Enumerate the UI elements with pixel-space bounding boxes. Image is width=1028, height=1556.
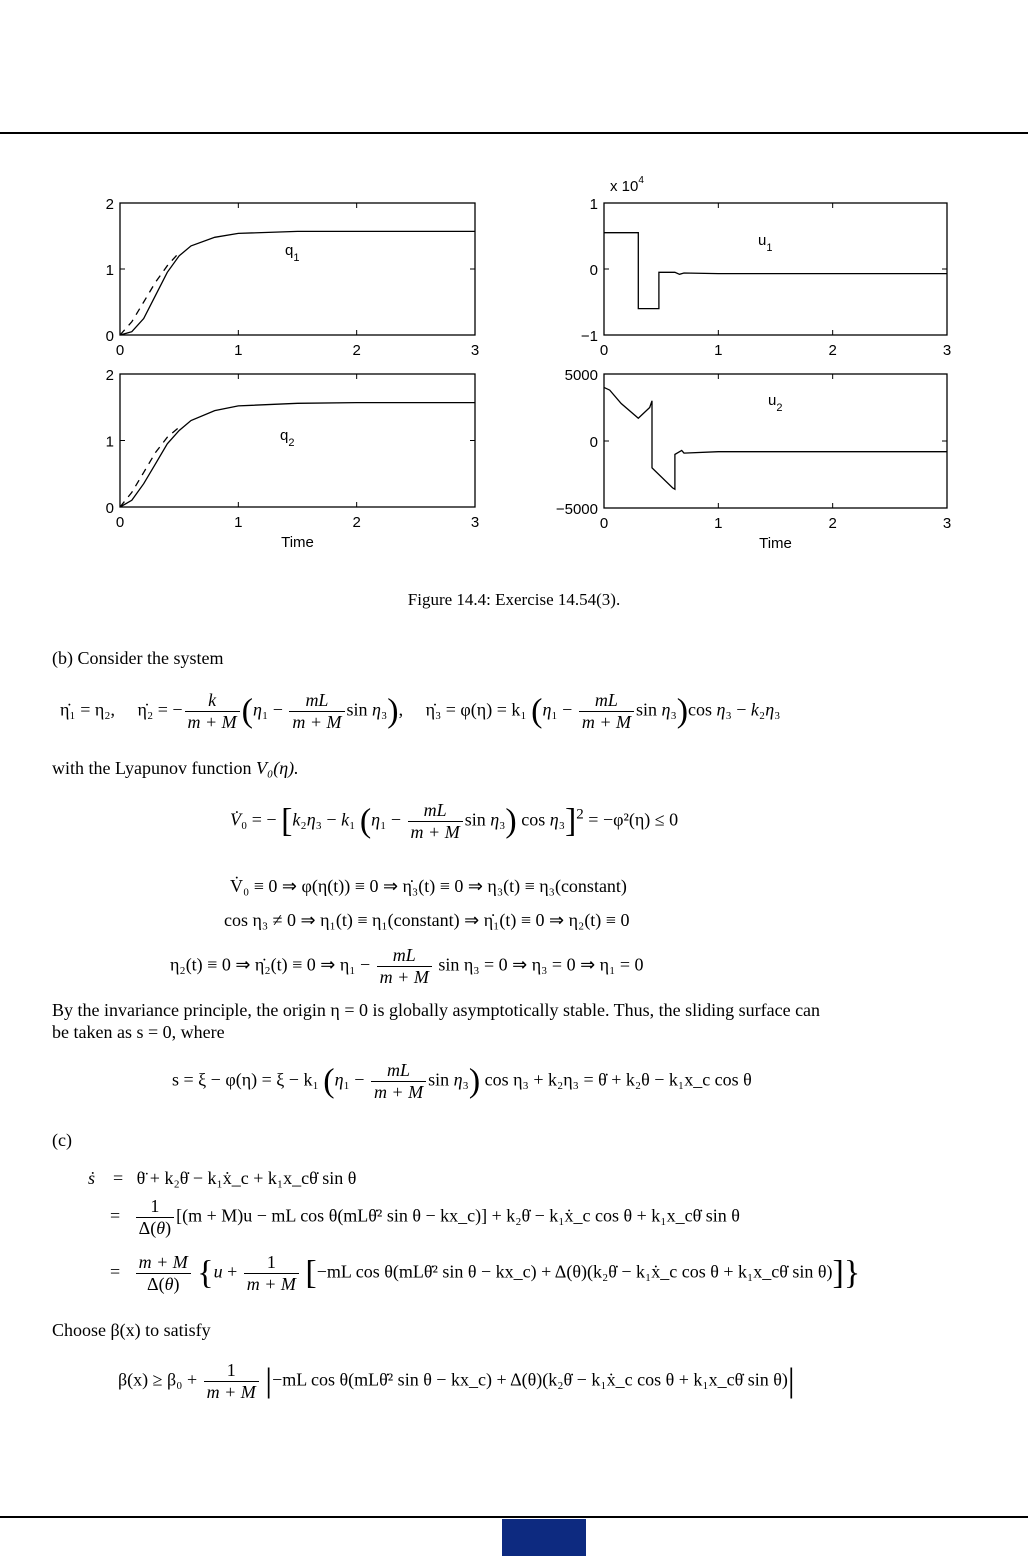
system-eq-3: η̇₃ = φ(η) = k₁	[425, 699, 527, 720]
axis-scale-label: x $10^4$	[610, 175, 644, 195]
plot-u2-svg	[540, 355, 980, 565]
frac-ml-4: $\frac{mL}{m + M}$	[377, 945, 432, 988]
sdot-line-3: = $\frac{m + M}{\Delta(\theta)}$ {u + $\frac{1}{m + M}$ [−mL cos θ(mLθ̇² sin θ − kx_c) + Δ(θ)(k₂θ̇ − k₁ẋ_c cos θ + k₁x_cθ̇ sin θ)]}	[110, 1252, 861, 1294]
series-label-sub: 1	[293, 252, 300, 264]
x-tick-label: 2	[352, 342, 361, 359]
page-number-block	[502, 1519, 586, 1556]
x-tick-label: 2	[828, 342, 837, 359]
system-eq-2: η̇₂ = −	[137, 699, 183, 720]
x-tick-label: 0	[115, 342, 125, 359]
lyapunov-fn: V₀(η).	[255, 758, 299, 778]
plot-q1	[80, 170, 500, 370]
y-tick-label: −1	[580, 328, 598, 345]
bottom-rule	[0, 1516, 1028, 1518]
series-solid	[604, 233, 947, 309]
y-tick-label: 0	[105, 500, 114, 517]
x-tick-label: 3	[942, 515, 952, 532]
vdot-rhs: = −φ²(η) ≤ 0	[588, 809, 679, 830]
sdot-line-1: ṡ = θ̈ + k₂θ̇ − k₁ẋ_c + k₁x_cθ̇ sin θ	[88, 1168, 357, 1188]
y-tick-label: 5000	[564, 367, 598, 384]
y-tick-label: −5000	[555, 501, 598, 518]
x-tick-label: 3	[470, 514, 480, 531]
plot-u2	[540, 355, 980, 565]
x-tick-label: 0	[599, 515, 609, 532]
series-solid	[120, 403, 475, 507]
implication-3b: sin η₃ = 0 ⇒ η₃ = 0 ⇒ η₁ = 0	[438, 954, 644, 975]
x-tick-label: 2	[352, 514, 361, 531]
series-label-sub: 2	[288, 437, 295, 449]
top-rule	[0, 132, 1028, 134]
s-def-a: s = ξ − φ(η) = ξ − k₁	[172, 1069, 319, 1090]
y-tick-label: 0	[589, 434, 598, 451]
x-tick-label: 0	[115, 514, 125, 531]
series-label-sub: 2	[776, 402, 783, 414]
series-dashed	[120, 427, 179, 507]
panel-u1	[581, 175, 951, 359]
x-tick-label: 0	[599, 342, 609, 359]
beta-b: −mL cos θ(mLθ̇² sin θ − kx_c) + Δ(θ)(k₂θ̇ − k₁ẋ_c cos θ + k₁x_cθ̇ sin θ)	[272, 1369, 788, 1390]
panel-u2	[556, 367, 951, 552]
implication-2: cos η₃ ≠ 0 ⇒ η₁(t) ≡ η₁(constant) ⇒ η̇₁(t) ≡ 0 ⇒ η₂(t) ≡ 0	[224, 910, 630, 930]
plot-u1	[540, 170, 980, 370]
y-tick-label: 1	[105, 262, 114, 279]
x-tick-label: 1	[234, 514, 243, 531]
y-tick-label: 1	[105, 433, 114, 451]
y-tick-label: 1	[589, 196, 598, 213]
frac-delta-2: $\frac{m + M}{\Delta(\theta)}$	[136, 1252, 191, 1295]
figure-caption: Figure 14.4: Exercise 14.54(3).	[407, 590, 621, 609]
system-eq-1: η̇₁ = η₂,	[60, 699, 116, 720]
y-tick-label: 2	[105, 367, 114, 384]
plot-u1-svg	[540, 170, 980, 370]
series-label: $q_1$	[285, 242, 300, 264]
sdot-2: [(m + M)u − mL cos θ(mLθ̇² sin θ − kx_c)] + k₂θ̇ − k₁ẋ_c cos θ + k₁x_cθ̇ sin θ	[176, 1205, 740, 1226]
sliding-surface-eq: s = ξ − φ(η) = ξ − k₁ (η₁ − $\frac{mL}{m + M}$ sin η₃) cos η₃ + k₂η₃ = θ̇ + k₂θ − k₁x_c cos θ	[172, 1060, 752, 1102]
series-label: $q_2$	[280, 427, 295, 449]
frac-ml-2: $\frac{mL}{m + M}$	[579, 690, 634, 733]
beta-inequality: β(x) ≥ β₀ + $\frac{1}{m + M}$ |−mL cos θ(mLθ̇² sin θ − kx_c) + Δ(θ)(k₂θ̇ − k₁ẋ_c cos θ + k₁x_cθ̇ sin θ)|	[118, 1360, 795, 1402]
implication-3	[170, 945, 644, 988]
x-axis-label: Time	[281, 534, 314, 551]
y-tick-label: 2	[105, 196, 114, 213]
system-equation: η̇₁ = η₂, η̇₂ = − $\frac{k}{m + M}$ (η₁ − $\frac{mL}{m + M}$ sin η₃), η̇₃ = φ(η) = k₁ (η₁ − $\frac{mL}{m + M}$ sin η₃)cos η₃ − k₂η₃	[60, 690, 781, 732]
sdot-1: θ̈ + k₂θ̇ − k₁ẋ_c + k₁x_cθ̇ sin θ	[136, 1168, 357, 1188]
x-tick-label: 1	[714, 515, 723, 532]
frac-ml-5: $\frac{mL}{m + M}$	[371, 1060, 426, 1103]
x-axis-label: Time	[759, 535, 792, 552]
invariance-para-1: By the invariance principle, the origin η = 0 is globally asymptotically stable. Thus, the sliding surface can	[52, 1000, 821, 1020]
axes-box	[604, 203, 947, 335]
series-label: $u_2$	[768, 392, 783, 414]
x-tick-label: 3	[470, 342, 480, 359]
x-tick-label: 1	[714, 342, 723, 359]
choose-beta-text: Choose β(x) to satisfy	[52, 1320, 211, 1340]
frac-ml-3: $\frac{mL}{m + M}$	[408, 800, 463, 843]
y-tick-label: 0	[589, 262, 598, 279]
sdot-3: −mL cos θ(mLθ̇² sin θ − kx_c) + Δ(θ)(k₂θ̇ − k₁ẋ_c cos θ + k₁x_cθ̇ sin θ)	[316, 1261, 833, 1282]
panel-q2	[106, 367, 480, 551]
y-tick-label: 0	[105, 328, 114, 345]
frac-one-2: $\frac{1}{m + M}$	[204, 1360, 259, 1403]
vdot-equation: V̇₀ = − [k₂η₃ − k₁ (η₁ − $\frac{mL}{m + M}$ sin η₃) cos η₃]$^2$ = −φ²(η) ≤ 0	[230, 800, 679, 842]
s-def-b: cos η₃ + k₂η₃ = θ̇ + k₂θ − k₁x_c cos θ	[484, 1069, 752, 1090]
series-label: $u_1$	[758, 232, 773, 254]
frac-k: $\frac{k}{m + M}$	[185, 690, 240, 733]
plot-q1-svg	[80, 170, 500, 370]
series-solid	[120, 231, 475, 335]
implication-1: V̇₀ ≡ 0 ⇒ φ(η(t)) ≡ 0 ⇒ η̇₃(t) ≡ 0 ⇒ η₃(t) ≡ η₃(constant)	[230, 876, 627, 896]
x-tick-label: 3	[942, 342, 952, 359]
sdot-line-2: = $\frac{1}{\Delta(\theta)}$ [(m + M)u − mL cos θ(mLθ̇² sin θ − kx_c)] + k₂θ̇ − k₁ẋ_c cos θ + k₁x_cθ̇ sin θ	[110, 1196, 740, 1238]
invariance-para-2: be taken as s = 0, where	[52, 1022, 225, 1042]
axis-scale-exp: 4	[638, 175, 644, 186]
plot-q2	[80, 355, 500, 565]
frac-delta-1: $\frac{1}{\Delta(\theta)}$	[136, 1196, 174, 1239]
panel-q1	[106, 196, 480, 359]
x-tick-label: 2	[828, 515, 837, 532]
series-dashed	[120, 253, 179, 336]
axes-box	[120, 203, 475, 335]
lyapunov-intro	[52, 758, 299, 779]
frac-one-1: $\frac{1}{m + M}$	[244, 1252, 299, 1295]
plot-q2-svg	[80, 355, 500, 565]
beta-a: β(x) ≥ β₀ +	[118, 1369, 198, 1390]
part-c-label: (c)	[52, 1130, 72, 1150]
implication-3a: η₂(t) ≡ 0 ⇒ η̇₂(t) ≡ 0 ⇒ η₁ −	[170, 954, 371, 975]
frac-ml-1: $\frac{mL}{m + M}$	[289, 690, 344, 733]
axes-box	[120, 374, 475, 507]
lyapunov-intro-text: with the Lyapunov function	[52, 758, 252, 778]
x-tick-label: 1	[234, 342, 243, 359]
series-label-sub: 1	[766, 242, 773, 254]
part-b-intro: (b) Consider the system	[52, 648, 224, 668]
